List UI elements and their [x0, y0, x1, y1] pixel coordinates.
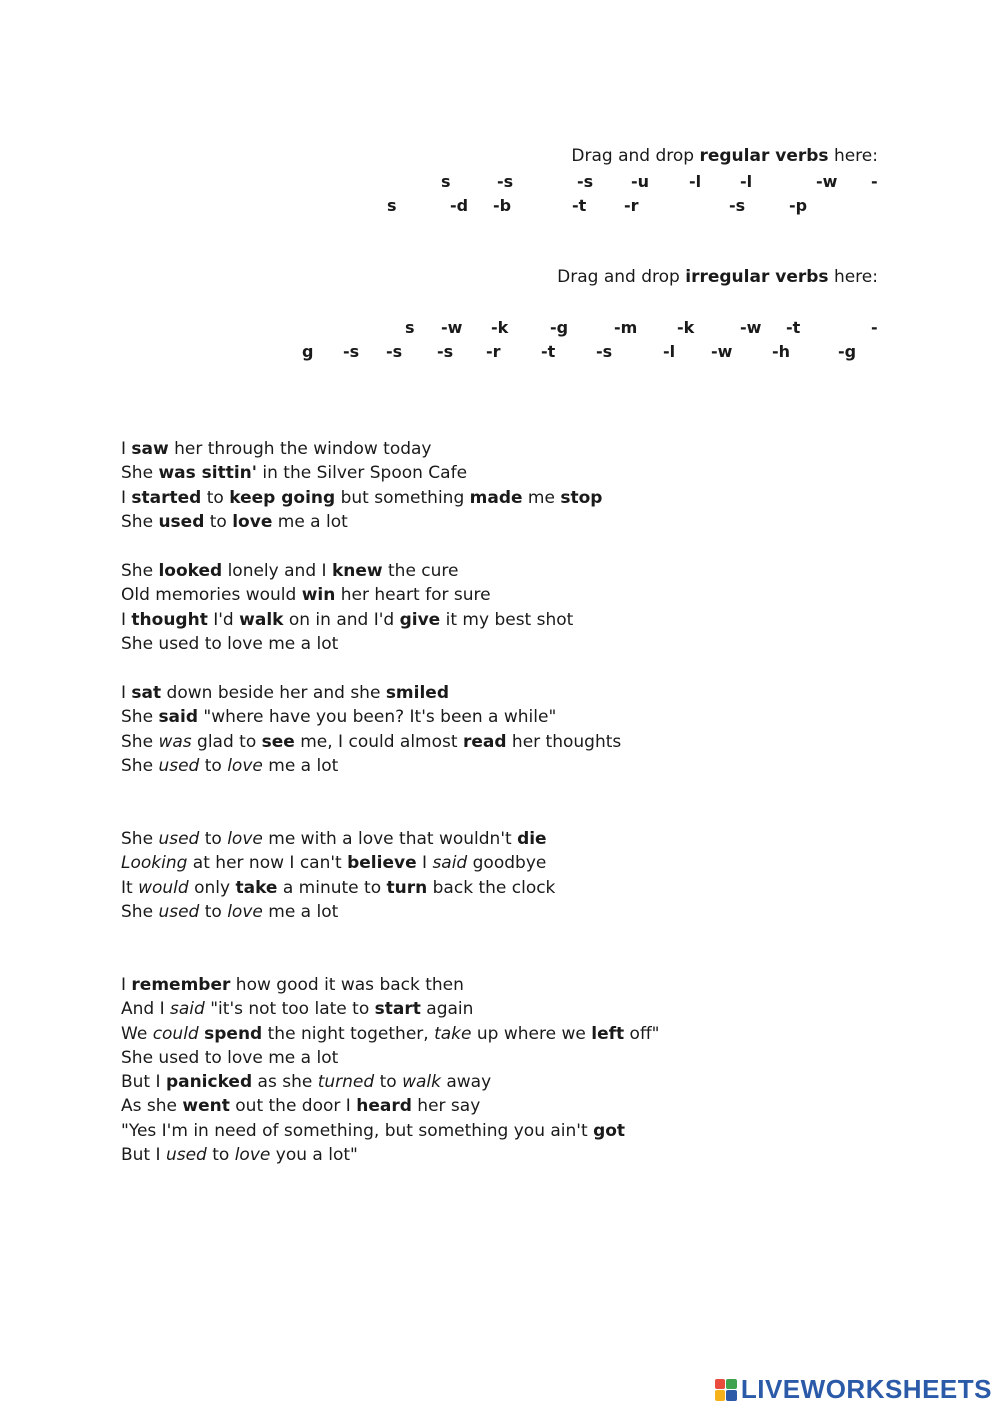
lyric-text: She: [121, 707, 159, 728]
logo-square: [726, 1379, 737, 1390]
lyric-line: [121, 632, 573, 656]
lyric-line: [121, 583, 573, 607]
verb-fragment[interactable]: -: [871, 318, 878, 337]
lyric-line: [121, 851, 555, 875]
lyric-line: [121, 1046, 659, 1070]
lyric-text: said: [170, 999, 205, 1020]
lyric-text: me, I could almost: [294, 731, 463, 752]
lyric-text: on in and I'd: [283, 609, 400, 630]
lyric-text: as she: [252, 1072, 318, 1093]
verb-fragment[interactable]: -s: [577, 172, 594, 191]
verb-fragment[interactable]: -t: [572, 196, 587, 215]
lyric-text: away: [440, 1072, 492, 1093]
lyric-line: [121, 1143, 659, 1167]
lyric-text: love: [227, 901, 263, 922]
verb-word: remember: [131, 975, 231, 995]
lyric-text: glad to: [191, 731, 262, 752]
lyric-text: She: [121, 901, 159, 922]
lyric-text: again: [420, 999, 474, 1020]
liveworksheets-logo: [715, 1374, 992, 1405]
lyric-text: As she: [121, 1096, 183, 1117]
lyric-text: She: [121, 511, 159, 532]
verb-word: see: [261, 731, 295, 752]
lyric-text: down beside her and she: [161, 683, 386, 703]
lyric-text: I'd: [207, 609, 240, 630]
lyrics-stanza-3: [121, 681, 621, 778]
verb-fragment[interactable]: -m: [614, 318, 638, 337]
verb-fragment[interactable]: -l: [663, 342, 676, 361]
verb-fragment[interactable]: -w: [711, 342, 733, 361]
lyric-text: back the clock: [427, 877, 556, 898]
lyric-text: goodbye: [467, 853, 547, 874]
verb-word: believe: [347, 853, 417, 874]
verb-fragment[interactable]: -b: [493, 196, 512, 215]
irregular-fragment-row-1: [0, 318, 1000, 340]
verb-fragment[interactable]: -s: [343, 342, 360, 361]
verb-word: read: [462, 731, 507, 752]
verb-fragment[interactable]: -h: [772, 342, 791, 361]
lyric-line: [121, 437, 602, 461]
verb-fragment[interactable]: -t: [786, 318, 801, 337]
lyric-text: And I: [121, 999, 171, 1020]
lyric-text: take: [434, 1023, 472, 1044]
verb-word: start: [374, 999, 421, 1020]
lyric-text: to: [204, 511, 233, 532]
verb-fragment[interactable]: s: [387, 196, 397, 215]
lyric-text: We: [121, 1023, 153, 1044]
lyric-text: said: [432, 853, 468, 874]
lyric-line: [121, 900, 555, 924]
verb-word: thought: [131, 609, 208, 630]
verb-word: smiled: [385, 683, 449, 703]
lyric-line: [121, 608, 573, 632]
lyric-text: used: [158, 829, 200, 849]
lyrics-stanza-5: [121, 973, 659, 1167]
lyric-text: I: [121, 439, 132, 459]
verb-word: walk: [239, 609, 284, 630]
lyric-line: [121, 973, 659, 997]
lyric-line: [121, 1094, 659, 1118]
lyric-text: turned: [317, 1072, 375, 1093]
lyric-text: lonely and I: [222, 561, 332, 581]
verb-word: used: [158, 511, 205, 532]
lyric-text: me a lot: [262, 755, 339, 776]
verb-word: take: [235, 877, 278, 898]
verb-fragment[interactable]: -k: [677, 318, 695, 337]
lyric-text: would: [138, 877, 189, 898]
logo-text: LIVEWORKSHEETS: [740, 1374, 992, 1404]
verb-fragment[interactable]: -w: [816, 172, 838, 191]
verb-fragment[interactable]: -k: [491, 318, 509, 337]
verb-fragment[interactable]: -u: [631, 172, 650, 191]
lyric-line: [121, 510, 602, 534]
lyric-text: was: [158, 731, 192, 752]
lyric-text: It: [121, 877, 139, 898]
lyric-text: love: [227, 755, 263, 776]
lyric-text: her say: [411, 1096, 481, 1117]
logo-mark-icon: [715, 1379, 737, 1401]
logo-square: [715, 1390, 726, 1401]
verb-fragment[interactable]: -w: [441, 318, 463, 337]
lyric-text: her through the window today: [168, 439, 432, 459]
lyric-line: [121, 754, 621, 778]
lyric-text: used: [158, 755, 200, 776]
regular-fragment-row-2: [0, 196, 1000, 218]
lyric-text: to: [374, 1072, 403, 1093]
lyric-text: used: [158, 901, 200, 922]
lyric-text: to: [201, 487, 230, 508]
lyric-text: Looking: [121, 853, 188, 874]
lyric-text: "it's not too late to: [204, 999, 375, 1020]
lyric-text: at her now I can't: [187, 853, 348, 874]
verb-word: give: [399, 609, 441, 630]
verb-word: looked: [158, 561, 223, 581]
verb-word: was sittin': [158, 463, 257, 484]
verb-word: panicked: [165, 1072, 253, 1093]
verb-fragment[interactable]: -g: [838, 342, 857, 361]
verb-word: left: [591, 1023, 625, 1044]
lyric-text: love: [234, 1145, 271, 1166]
verb-word: stop: [560, 487, 603, 508]
verb-fragment[interactable]: s: [441, 172, 451, 191]
verb-fragment[interactable]: -t: [541, 342, 556, 361]
verb-fragment[interactable]: -g: [550, 318, 569, 337]
logo-square: [726, 1390, 737, 1401]
lyric-line: [121, 559, 573, 583]
lyric-line: [121, 705, 621, 729]
lyric-line: [121, 681, 621, 705]
verb-fragment[interactable]: -r: [624, 196, 639, 215]
lyric-text: me: [522, 487, 561, 508]
lyric-text: to: [199, 755, 228, 776]
lyric-text: it my best shot: [440, 609, 574, 630]
irregular-fragment-row-2: [0, 342, 1000, 364]
verb-fragment[interactable]: -r: [486, 342, 501, 361]
lyric-line: [121, 997, 659, 1021]
lyric-text: "Yes I'm in need of something, but something you ain't: [121, 1120, 594, 1141]
lyrics-stanza-4: [121, 827, 555, 924]
lyric-text: off": [624, 1023, 660, 1044]
verb-fragment[interactable]: -s: [497, 172, 514, 191]
verb-word: spend: [204, 1023, 263, 1044]
verb-word: said: [158, 707, 199, 728]
verb-word: win: [301, 585, 336, 606]
lyrics-stanza-1: [121, 437, 602, 534]
lyric-text: love: [227, 829, 263, 849]
verb-word: got: [593, 1120, 626, 1141]
verb-fragment[interactable]: -s: [386, 342, 403, 361]
lyric-text: "where have you been? It's been a while": [198, 707, 557, 728]
lyric-text: to: [199, 829, 228, 849]
lyric-text: her thoughts: [506, 731, 622, 752]
lyric-text: She: [121, 561, 159, 581]
lyric-text: But I: [121, 1072, 166, 1093]
verb-word: keep going: [229, 487, 336, 508]
lyric-text: I: [121, 487, 132, 508]
lyric-text: walk: [402, 1072, 441, 1093]
verb-word: made: [469, 487, 523, 508]
lyric-text: how good it was back then: [230, 975, 464, 995]
lyric-line: [121, 876, 555, 900]
verb-word: went: [182, 1096, 230, 1117]
lyric-text: me with a love that wouldn't: [262, 829, 518, 849]
lyric-line: [121, 486, 602, 510]
lyric-text: I: [121, 609, 132, 630]
lyric-text: but something: [335, 487, 470, 508]
lyric-line: [121, 1070, 659, 1094]
lyric-text: a minute to: [277, 877, 387, 898]
verb-fragment[interactable]: -s: [729, 196, 746, 215]
regular-verbs-instruction: Drag and drop regular verbs here:: [571, 146, 878, 166]
lyric-text: her heart for sure: [335, 585, 491, 606]
verb-word: knew: [331, 561, 383, 581]
verb-fragment[interactable]: -w: [740, 318, 762, 337]
lyric-text: to: [206, 1145, 235, 1166]
verb-fragment[interactable]: -l: [689, 172, 702, 191]
lyric-text: She: [121, 755, 159, 776]
verb-fragment[interactable]: -d: [450, 196, 469, 215]
lyric-text: out the door I: [229, 1096, 357, 1117]
lyric-text: up where we: [471, 1023, 592, 1044]
verb-word: heard: [356, 1096, 412, 1117]
lyric-text: me a lot: [262, 901, 339, 922]
lyric-text: She used to love me a lot: [121, 1047, 339, 1068]
verb-word: love: [232, 511, 273, 532]
lyric-text: to: [199, 901, 228, 922]
lyric-text: only: [188, 877, 236, 898]
lyric-text: Old memories would: [121, 585, 302, 606]
logo-square: [715, 1379, 726, 1390]
lyric-line: [121, 1119, 659, 1143]
lyric-text: the night together,: [262, 1023, 435, 1044]
verb-word: die: [517, 829, 547, 849]
lyric-text: I: [121, 975, 132, 995]
regular-fragment-row-1: [0, 172, 1000, 194]
verb-fragment[interactable]: g: [302, 342, 314, 361]
irregular-verbs-instruction: Drag and drop irregular verbs here:: [557, 267, 878, 287]
verb-word: sat: [131, 683, 162, 703]
verb-word: saw: [131, 439, 169, 459]
verb-word: turn: [386, 877, 428, 898]
verb-fragment[interactable]: -s: [596, 342, 613, 361]
lyric-text: She: [121, 463, 159, 484]
lyric-text: But I: [121, 1145, 166, 1166]
verb-fragment[interactable]: -: [871, 172, 878, 191]
lyric-text: used: [165, 1145, 207, 1166]
lyric-text: in the Silver Spoon Cafe: [256, 463, 468, 484]
verb-fragment[interactable]: s: [405, 318, 415, 337]
lyric-text: me a lot: [272, 511, 348, 532]
lyric-text: the cure: [382, 561, 459, 581]
lyric-text: I: [416, 853, 433, 874]
lyric-text: I: [121, 683, 132, 703]
verb-word: started: [131, 487, 202, 508]
verb-fragment[interactable]: -p: [789, 196, 808, 215]
verb-fragment[interactable]: -l: [740, 172, 753, 191]
lyric-line: [121, 730, 621, 754]
lyric-text: She: [121, 731, 159, 752]
lyric-text: could: [152, 1023, 199, 1044]
lyrics-stanza-2: [121, 559, 573, 656]
lyric-line: [121, 827, 555, 851]
lyric-text: She used to love me a lot: [121, 633, 339, 654]
verb-fragment[interactable]: -s: [437, 342, 454, 361]
lyric-line: [121, 461, 602, 485]
lyric-line: [121, 1022, 659, 1046]
lyric-text: She: [121, 829, 159, 849]
lyric-text: you a lot": [270, 1145, 358, 1166]
